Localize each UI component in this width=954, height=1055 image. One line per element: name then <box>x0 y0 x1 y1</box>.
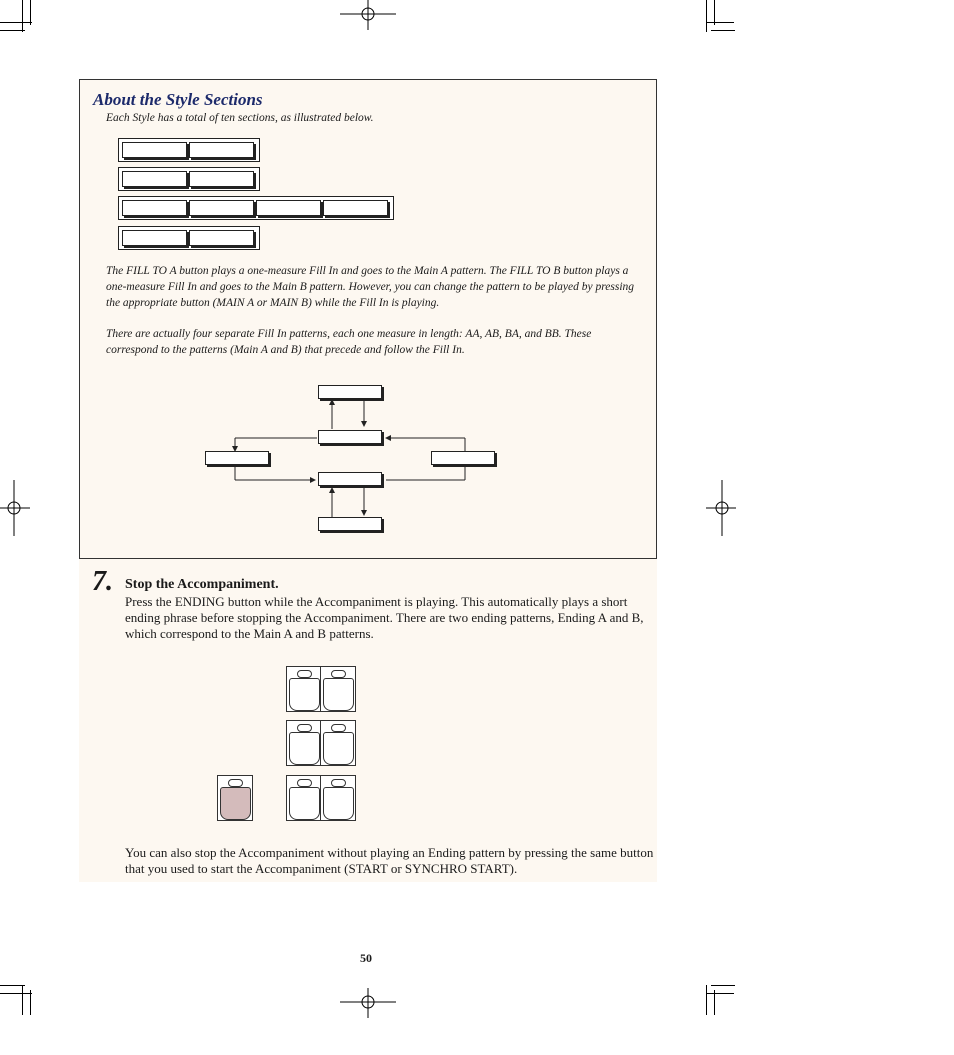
button-key <box>323 678 354 711</box>
panel-button <box>286 775 322 821</box>
led-indicator-icon <box>297 779 312 787</box>
panel-button <box>320 775 356 821</box>
led-indicator-icon <box>331 670 346 678</box>
registration-mark-bottom <box>340 988 396 1018</box>
registration-mark-right <box>706 480 736 536</box>
led-indicator-icon <box>228 779 243 787</box>
flow-box-main-b <box>318 472 382 486</box>
panel-button <box>320 720 356 766</box>
button-key <box>323 787 354 820</box>
section-button <box>189 230 254 246</box>
box-title: About the Style Sections <box>93 90 263 109</box>
page-number: 50 <box>360 951 372 965</box>
flow-box-right <box>431 451 495 465</box>
button-key <box>220 787 251 820</box>
step-number: 7. <box>92 566 113 597</box>
led-indicator-icon <box>297 724 312 732</box>
panel-button <box>320 666 356 712</box>
section-button <box>122 171 187 187</box>
button-key <box>323 732 354 765</box>
flow-box-bottom <box>318 517 382 531</box>
step-title: Stop the Accompaniment. <box>125 577 279 592</box>
ending-button-pressed <box>217 775 253 821</box>
button-key <box>289 787 320 820</box>
led-indicator-icon <box>297 670 312 678</box>
flow-box-left <box>205 451 269 465</box>
section-button <box>189 200 254 216</box>
registration-mark-top <box>340 0 396 30</box>
section-button <box>122 230 187 246</box>
button-key <box>289 732 320 765</box>
led-indicator-icon <box>331 779 346 787</box>
section-button <box>122 142 187 158</box>
button-key <box>289 678 320 711</box>
led-indicator-icon <box>331 724 346 732</box>
section-button <box>122 200 187 216</box>
section-button <box>189 142 254 158</box>
registration-mark-left <box>0 480 30 536</box>
step-text: Press the ENDING button while the Accompaniment is playing. This automatically plays a short ending phrase before stopping the Accompaniment. There are two ending patterns, Ending A and B, which correspond to the Main A and B patterns. <box>125 594 644 641</box>
flow-box-main-a <box>318 430 382 444</box>
panel-button <box>286 666 322 712</box>
fill-paragraph-2: There are actually four separate Fill In patterns, each one measure in length: AA, AB, BA, and BB. These correspond to the patterns (Main A and B) that precede and follow the Fill In. <box>106 328 592 356</box>
section-button <box>323 200 388 216</box>
section-button <box>189 171 254 187</box>
section-button <box>256 200 321 216</box>
flow-box-top <box>318 385 382 399</box>
box-subtitle: Each Style has a total of ten sections, as illustrated below. <box>106 112 374 124</box>
fill-paragraph-1: The FILL TO A button plays a one-measure Fill In and goes to the Main A pattern. The FILL TO B button plays a one-measure Fill In and goes to the Main B pattern. However, you can change the pattern to be played by pressing the appropriate button (MAIN A or MAIN B) while the Fill In is playing. <box>106 265 635 309</box>
bottom-paragraph: You can also stop the Accompaniment without playing an Ending pattern by pressing the same button that you used to start the Accompaniment (START or SYNCHRO START). <box>125 845 654 876</box>
panel-button <box>286 720 322 766</box>
